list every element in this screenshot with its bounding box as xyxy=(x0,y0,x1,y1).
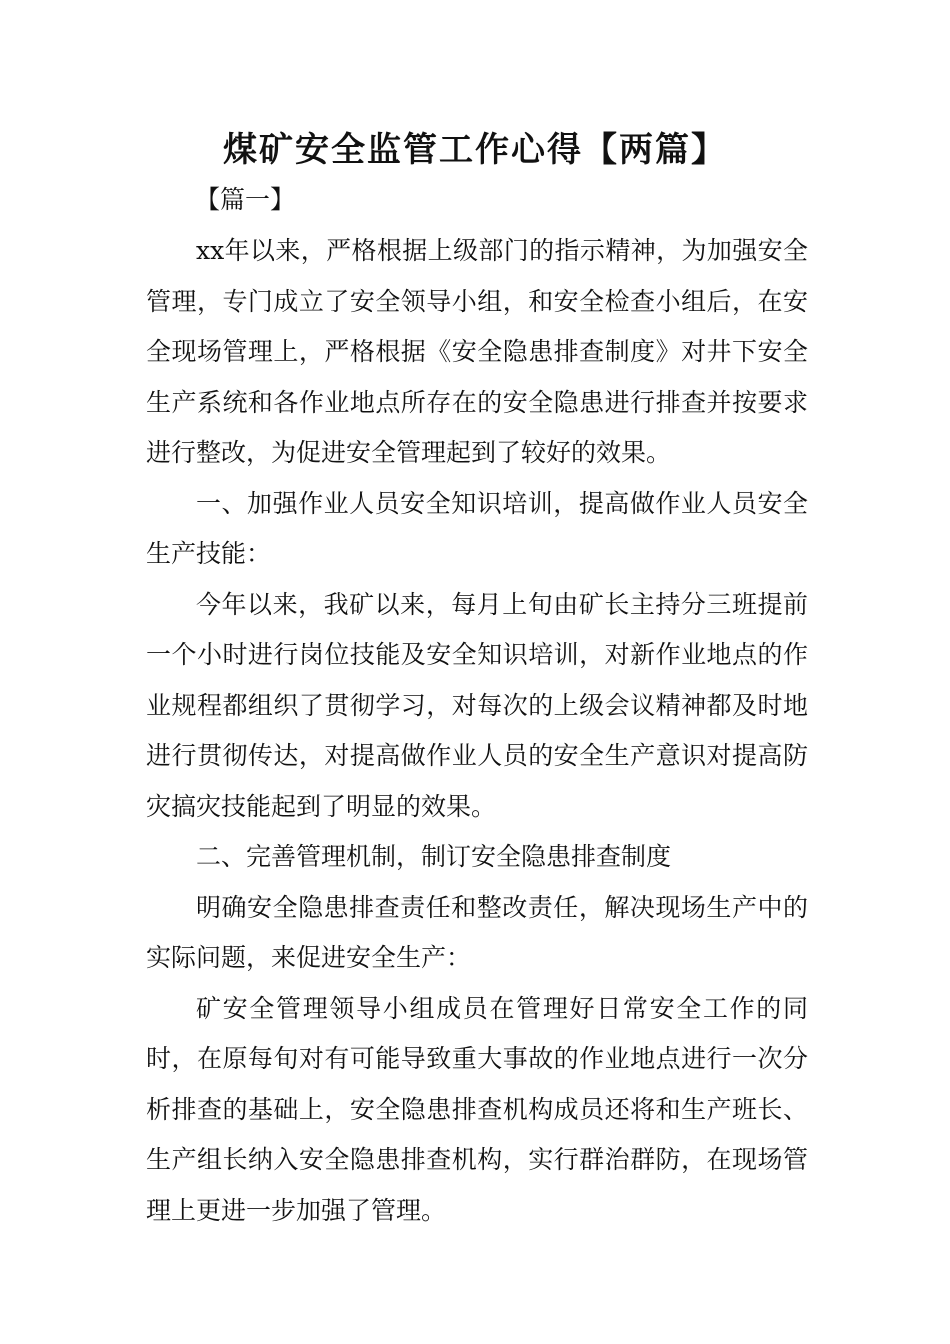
paragraph-heading-training: 一、加强作业人员安全知识培训，提高做作业人员安全生产技能： xyxy=(146,488,808,568)
paragraph-management: 矿安全管理领导小组成员在管理好日常安全工作的同时，在原每旬对有可能导致重大事故的作业地点进行一次分析排查的基础上，安全隐患排查机构成员还将和生产班长、生产组长纳入安全隐患排查机构，实行群治群防，在现场管理上更进一步加强了管理。 xyxy=(146,993,808,1225)
paragraph-heading-mechanism: 二、完善管理机制，制订安全隐患排查制度 xyxy=(196,842,672,871)
document-body xyxy=(146,226,808,1236)
paragraph-intro: xx年以来，严格根据上级部门的指示精神，为加强安全管理，专门成立了安全领导小组，和安全检查小组后，在安全现场管理上，严格根据《安全隐患排查制度》对井下安全生产系统和各作业地点所存在的安全隐患进行排查并按要求进行整改，为促进安全管理起到了较好的效果。 xyxy=(146,236,808,467)
paragraph-responsibility: 明确安全隐患排查责任和整改责任，解决现场生产中的实际问题，来促进安全生产： xyxy=(146,892,808,972)
document-title: 煤矿安全监管工作心得【两篇】 xyxy=(223,130,727,170)
section-label: 【篇一】 xyxy=(195,185,296,214)
paragraph-training-details: 今年以来，我矿以来，每月上旬由矿长主持分三班提前一个小时进行岗位技能及安全知识培训，对新作业地点的作业规程都组织了贯彻学习，对每次的上级会议精神都及时地进行贯彻传达，对提高做作业人员的安全生产意识对提高防灾搞灾技能起到了明显的效果。 xyxy=(146,589,808,821)
